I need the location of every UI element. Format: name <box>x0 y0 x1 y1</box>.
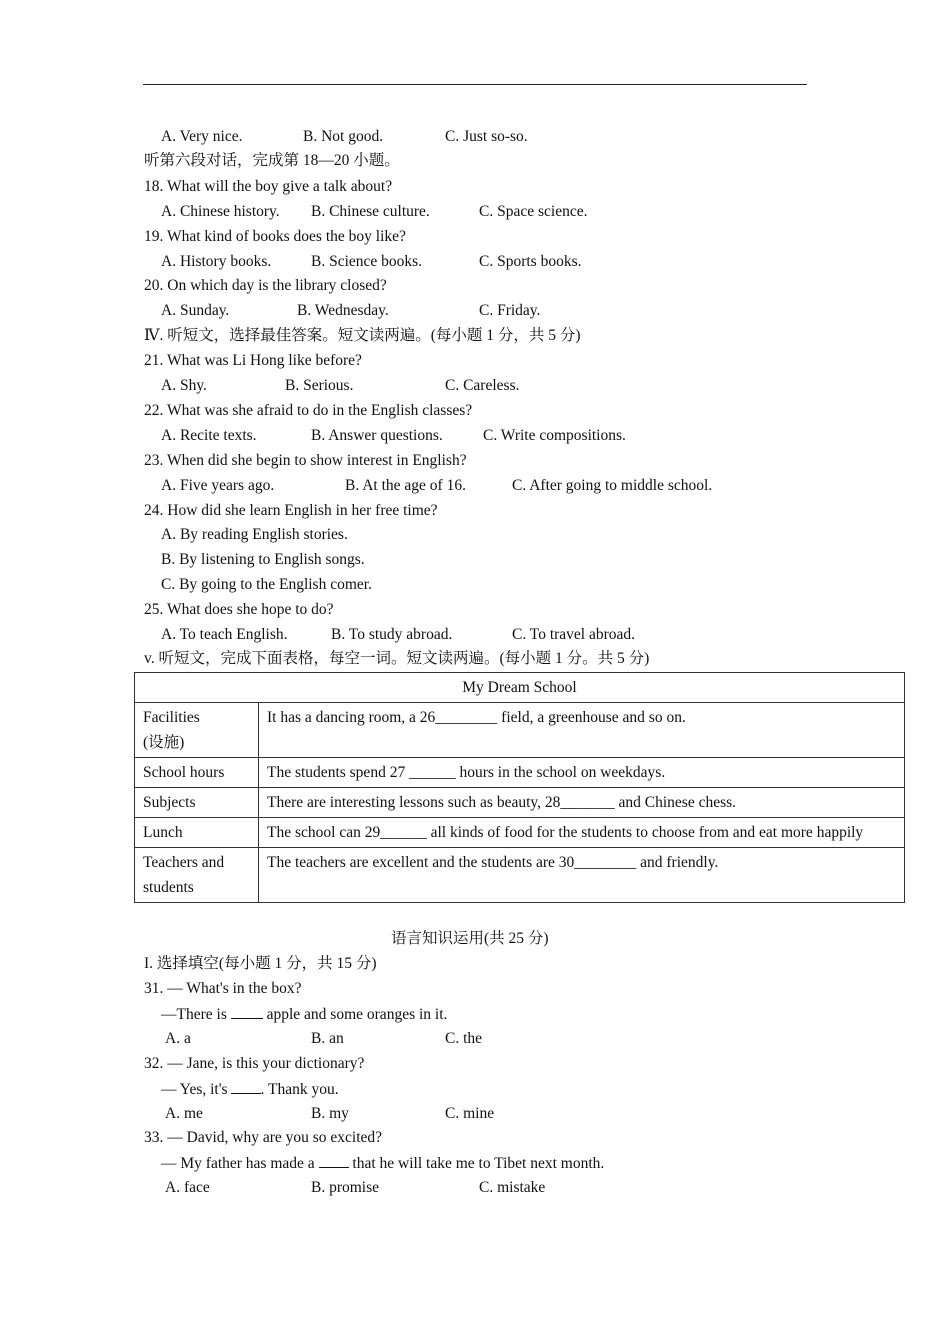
q17-option-b: B. Not good. <box>303 128 384 145</box>
section4-header: Ⅳ. 听短文，选择最佳答案。短文读两遍。(每小题 1 分，共 5 分) <box>144 327 581 344</box>
question-stem: 20. On which day is the library closed? <box>144 277 387 294</box>
q24-option-c: C. By going to the English comer. <box>161 576 372 593</box>
table-row <box>135 703 905 758</box>
reply-text: —There is <box>161 1006 227 1023</box>
row-label: School hours <box>135 758 259 788</box>
q22-option-b: B. Answer questions. <box>311 427 443 444</box>
q32-reply <box>161 1079 339 1100</box>
question-stem: 19. What kind of books does the boy like? <box>144 228 406 245</box>
table-header-row <box>135 673 905 703</box>
q24-option-b: B. By listening to English songs. <box>161 551 365 568</box>
q22-option-a: A. Recite texts. <box>161 427 257 444</box>
q25-option-a: A. To teach English. <box>161 626 288 643</box>
q31-option-c: C. the <box>445 1030 483 1047</box>
row-label-line2: (设施) <box>143 734 185 751</box>
q18-option-b: B. Chinese culture. <box>311 203 430 220</box>
answer-blank <box>319 1153 349 1168</box>
row-content: The students spend 27 ______ hours in the school on weekdays. <box>259 758 905 788</box>
section1-header: I. 选择填空(每小题 1 分，共 15 分) <box>144 955 377 972</box>
question-stem: 25. What does she hope to do? <box>144 601 334 618</box>
row-content: There are interesting lessons such as beauty, 28_______ and Chinese chess. <box>259 788 905 818</box>
reply-text: apple and some oranges in it. <box>266 1006 448 1023</box>
answer-blank <box>231 1079 261 1094</box>
q19-option-b: B. Science books. <box>311 253 423 270</box>
q20-option-a: A. Sunday. <box>161 302 230 319</box>
q23-option-b: B. At the age of 16. <box>345 477 466 494</box>
q22-option-c: C. Write compositions. <box>483 427 626 444</box>
table-row <box>135 788 905 818</box>
question-stem: 18. What will the boy give a talk about? <box>144 178 393 195</box>
table-row <box>135 848 905 903</box>
q31-option-b: B. an <box>311 1030 344 1047</box>
reply-text: that he will take me to Tibet next month. <box>352 1155 605 1172</box>
q20-option-b: B. Wednesday. <box>297 302 389 319</box>
q33-reply <box>161 1153 604 1174</box>
q24-option-a: A. By reading English stories. <box>161 526 348 543</box>
question-stem: 24. How did she learn English in her free time? <box>144 502 438 519</box>
table-title: My Dream School <box>135 673 905 703</box>
q33-option-c: C. mistake <box>479 1179 546 1196</box>
row-content: The teachers are excellent and the students are 30________ and friendly. <box>259 848 905 903</box>
row-content: It has a dancing room, a 26________ field, a greenhouse and so on. <box>259 703 905 758</box>
q23-option-c: C. After going to middle school. <box>512 477 713 494</box>
part-title: 语言知识运用(共 25 分) <box>391 930 549 947</box>
reply-text: . Thank you. <box>260 1081 339 1098</box>
q32-option-b: B. my <box>311 1105 349 1122</box>
row-label-line1: Teachers and <box>143 854 225 871</box>
q21-option-a: A. Shy. <box>161 377 207 394</box>
q32-option-a: A. me <box>165 1105 203 1122</box>
q31-reply <box>161 1004 447 1025</box>
q33-option-b: B. promise <box>311 1179 380 1196</box>
q25-option-c: C. To travel abroad. <box>512 626 636 643</box>
question-stem: 33. — David, why are you so excited? <box>144 1129 383 1146</box>
q20-option-c: C. Friday. <box>479 302 541 319</box>
section5-header: v. 听短文，完成下面表格，每空一词。短文读两遍。(每小题 1 分。共 5 分) <box>144 650 650 667</box>
row-label <box>135 703 259 758</box>
q33-option-a: A. face <box>165 1179 210 1196</box>
row-label-line1: Facilities <box>143 709 200 726</box>
question-stem: 32. — Jane, is this your dictionary? <box>144 1055 365 1072</box>
question-stem: 23. When did she begin to show interest in English? <box>144 452 467 469</box>
q19-option-a: A. History books. <box>161 253 272 270</box>
q17-option-c: C. Just so-so. <box>445 128 528 145</box>
answer-blank <box>231 1004 263 1019</box>
dialog6-intro: 听第六段对话，完成第 18—20 小题。 <box>144 152 400 169</box>
row-label <box>135 848 259 903</box>
question-stem: 22. What was she afraid to do in the English classes? <box>144 402 473 419</box>
row-label-line2: students <box>143 879 194 896</box>
question-stem: 31. — What's in the box? <box>144 980 302 997</box>
row-label: Subjects <box>135 788 259 818</box>
question-stem: 21. What was Li Hong like before? <box>144 352 362 369</box>
q21-option-c: C. Careless. <box>445 377 520 394</box>
q18-option-a: A. Chinese history. <box>161 203 280 220</box>
reply-text: — My father has made a <box>161 1155 315 1172</box>
q21-option-b: B. Serious. <box>285 377 354 394</box>
q25-option-b: B. To study abroad. <box>331 626 453 643</box>
dream-school-table <box>134 672 905 903</box>
q23-option-a: A. Five years ago. <box>161 477 275 494</box>
q31-option-a: A. a <box>165 1030 191 1047</box>
q32-option-c: C. mine <box>445 1105 495 1122</box>
q18-option-c: C. Space science. <box>479 203 588 220</box>
row-label: Lunch <box>135 818 259 848</box>
reply-text: — Yes, it's <box>161 1081 228 1098</box>
table-row <box>135 818 905 848</box>
q17-option-a: A. Very nice. <box>161 128 243 145</box>
q19-option-c: C. Sports books. <box>479 253 582 270</box>
table-row <box>135 758 905 788</box>
row-content: The school can 29______ all kinds of food for the students to choose from and eat more happily <box>259 818 905 848</box>
header-rule <box>143 84 807 85</box>
